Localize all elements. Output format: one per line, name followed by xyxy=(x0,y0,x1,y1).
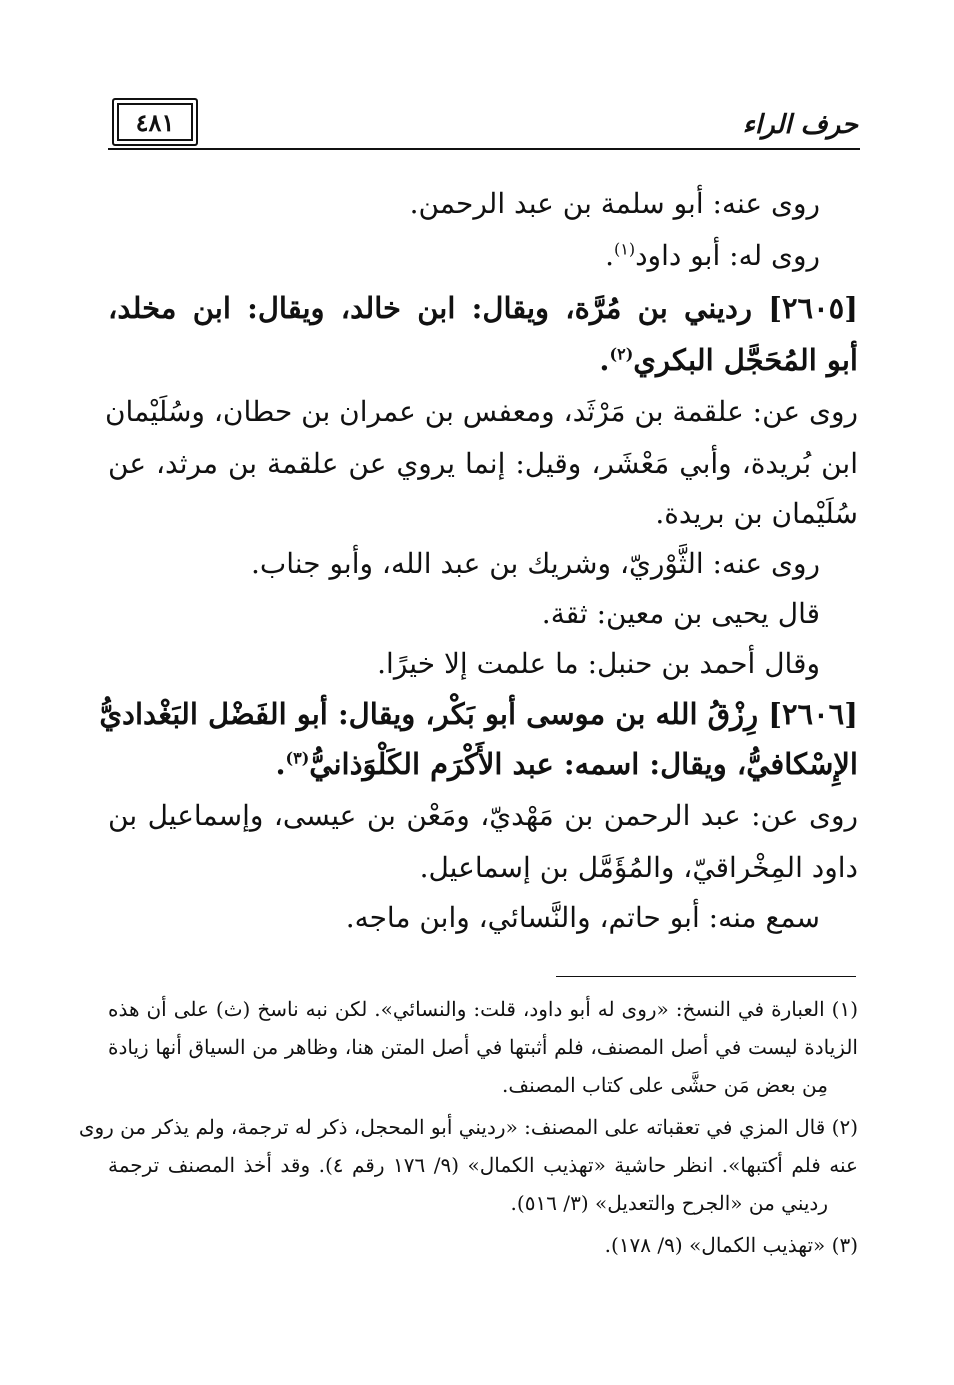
page-number-box xyxy=(112,98,198,146)
footnote-1-line-1: (١) العبارة في النسخ: «روى له أبو داود، قلت: والنسائي». لكن نبه ناسخ (ث) على أن هذه xyxy=(108,997,858,1021)
body-line-15: سمع منه: أبو حاتم، والنَّسائي، وابن ماجه. xyxy=(345,901,820,934)
body-line-2 xyxy=(605,238,820,274)
entry-2605-heading-line-2 xyxy=(599,342,858,380)
entry-2606-heading-line-1: [٢٦٠٦] رِزْقُ الله بن موسى أبو بَكْر، ويقال: أبو الفَضْل البَغْداديُّ xyxy=(99,697,858,731)
body-line-14: داود المِخْراقيّ، والمُؤَمَّل بن إسماعيل. xyxy=(419,851,858,884)
body-line-8: روى عنه: الثَّوْريّ، وشريك بن عبد الله، وأبو جناب. xyxy=(251,547,820,580)
footnote-2-line-2: عنه فلم أكتبها». انظر حاشية «تهذيب الكمال» (٩/ ١٧٦ رقم ٤). وقد أخذ المصنف ترجمة xyxy=(108,1153,858,1177)
entry-2605-heading-end: . xyxy=(599,343,610,377)
body-line-9: قال يحيى بن معين: ثقة. xyxy=(541,597,820,630)
body-line-2-text: روى له: أبو داود xyxy=(635,239,820,272)
footnote-2-line-3: رديني من «الجرح والتعديل» (٣/ ٥١٦). xyxy=(510,1191,828,1215)
body-line-7: سُلَيْمان بن بريدة. xyxy=(655,497,858,530)
footnote-ref-2: (٢) xyxy=(609,344,634,364)
footnote-separator xyxy=(556,976,856,977)
footnote-ref-3: (٣) xyxy=(285,748,310,768)
entry-2606-heading-line-2 xyxy=(275,746,858,784)
page-number: ٤٨١ xyxy=(135,107,175,137)
entry-2605-heading-line-1: [٢٦٠٥] رديني بن مُرَّة، ويقال: ابن خالد، ويقال: ابن مخلد، xyxy=(108,291,858,325)
footnote-2-line-1: (٢) قال المزي في تعقباته على المصنف: «رديني أبو المحجل، ذكر له ترجمة، ولم يذكر من روى xyxy=(78,1115,858,1139)
footnote-1-line-3: مِن بعض مَن حشَّى على كتاب المصنف. xyxy=(502,1073,828,1097)
chapter-title: حرف الراء xyxy=(742,110,858,140)
body-line-13: روى عن: عبد الرحمن بن مَهْديّ، ومَعْن بن عيسى، وإسماعيل بن xyxy=(108,799,858,832)
footnote-3: (٣) «تهذيب الكمال» (٩/ ١٧٨). xyxy=(604,1233,858,1257)
body-line-5: روى عن: علقمة بن مَرْثَد، ومعفس بن عمران بن حطان، وسُلَيْمان xyxy=(104,395,858,428)
entry-2605-heading-text: أبو المُحَجَّل البكري xyxy=(633,343,858,377)
body-line-6: ابن بُريدة، وأبي مَعْشَر، وقيل: إنما يروي عن علقمة بن مرثد، عن xyxy=(108,447,858,480)
body-line-10: وقال أحمد بن حنبل: ما علمت إلا خيرًا. xyxy=(377,647,820,680)
entry-2606-heading-end: . xyxy=(275,747,286,781)
footnote-ref-1: (١) xyxy=(613,239,636,259)
body-line-2-end: . xyxy=(605,239,614,272)
footnote-1-line-2: الزيادة ليست في أصل المصنف، فلم أثبتها في أصل المتن هنا، وظاهر من السياق أنها زيادة xyxy=(108,1035,858,1059)
header-rule xyxy=(108,148,860,150)
entry-2606-heading-text: الإِسْكافيُّ، ويقال: اسمه: عبد الأَكْرَم الكَلْوَذانيُّ xyxy=(309,747,858,781)
body-line-1: روى عنه: أبو سلمة بن عبد الرحمن. xyxy=(409,187,820,220)
